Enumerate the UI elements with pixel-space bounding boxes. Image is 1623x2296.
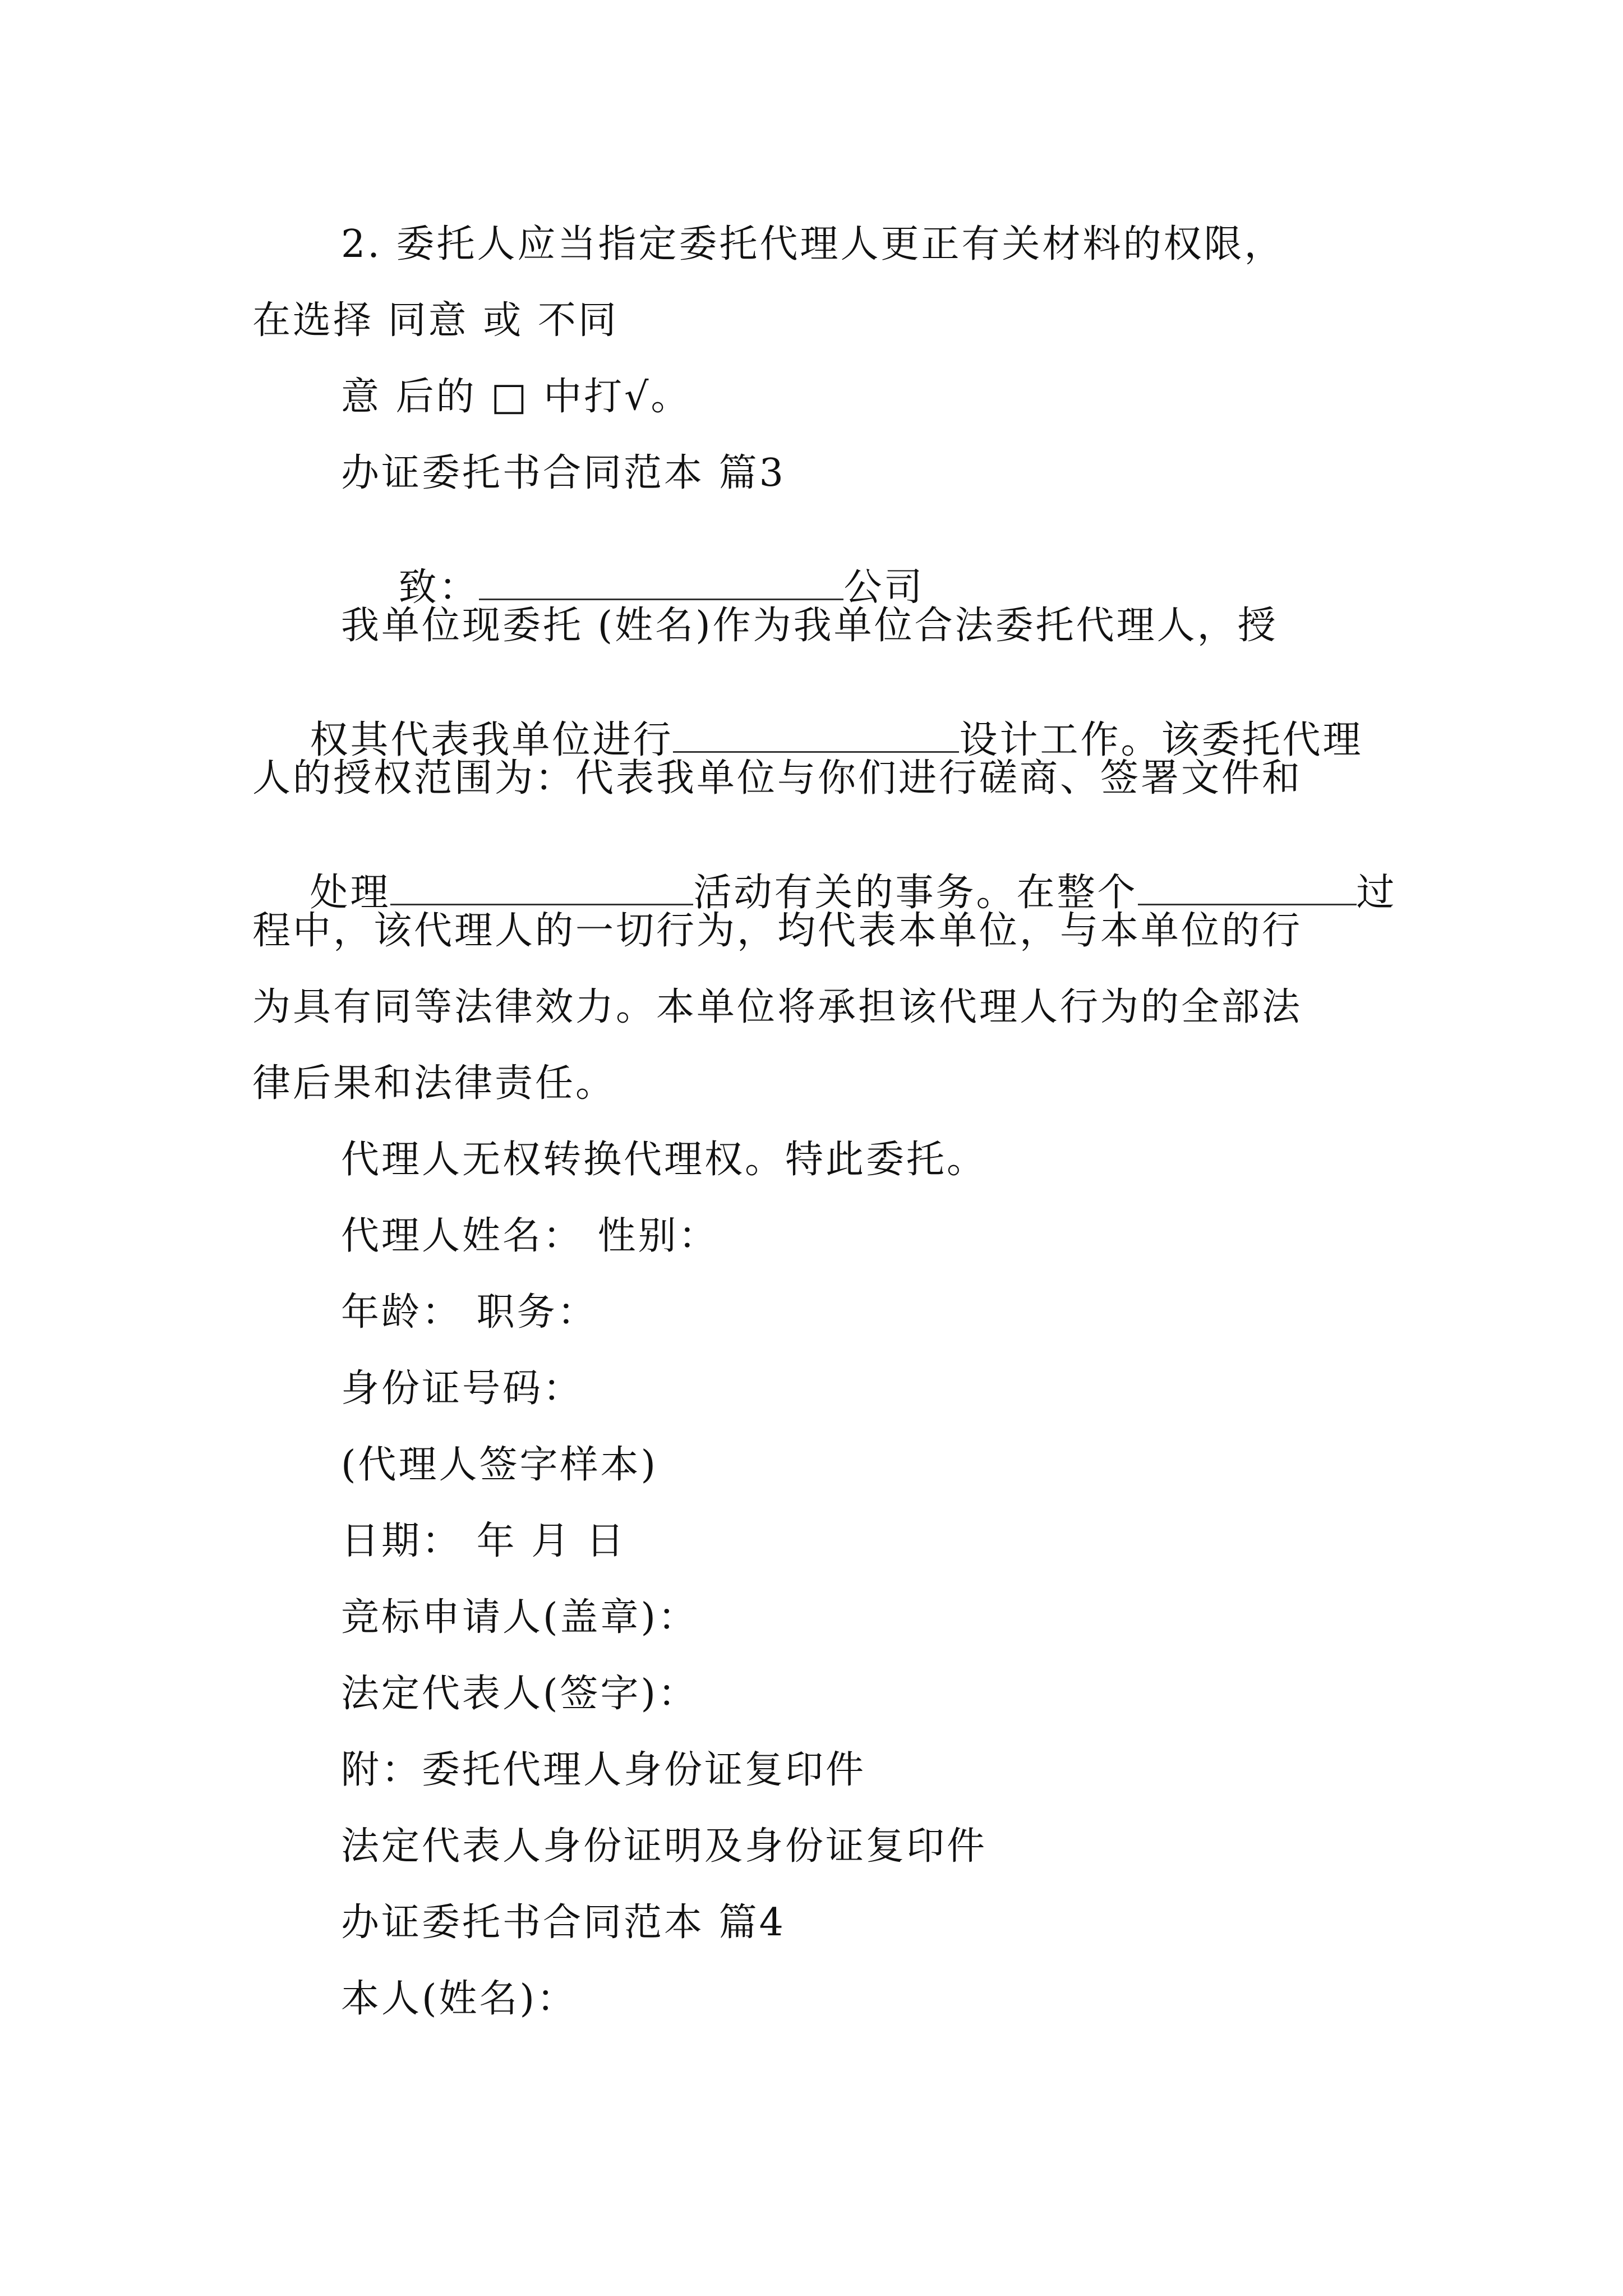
scope-suffix: 设计工作。该委托代理 (959, 718, 1363, 762)
company-blank (479, 594, 843, 600)
form-field-line: (代理人签字样本) (341, 1443, 658, 1487)
form-field-line: 竞标申请人(盖章)： (341, 1595, 699, 1640)
paragraph-line: 代理人无权转换代理权。特此委托。 (341, 1138, 988, 1182)
paragraph-line: 程中，该代理人的一切行为，均代表本单位，与本单位的行 (252, 909, 1303, 953)
paragraph-line: 2. 委托人应当指定委托代理人更正有关材料的权限， (341, 222, 1285, 266)
handle-middle: 活动有关的事务。在整个 (693, 871, 1138, 915)
activity-blank (390, 899, 693, 905)
scope-blank (673, 747, 959, 753)
form-field-line: 身份证号码： (341, 1366, 584, 1411)
form-field-line: 年龄： 职务： (341, 1290, 598, 1335)
paragraph-line: 我单位现委托 (姓名)作为我单位合法委托代理人，授 (341, 604, 1278, 648)
scope-prefix: 权其代表我单位进行 (310, 718, 674, 762)
paragraph-line: 律后果和法律责任。 (252, 1061, 616, 1106)
attachment-line: 附：委托代理人身份证复印件 (341, 1748, 866, 1792)
process-blank (1138, 899, 1357, 905)
paragraph-line: 意 后的 □ 中打√。 (341, 375, 691, 419)
section-heading: 办证委托书合同范本 篇4 (341, 1901, 786, 1945)
section-heading: 办证委托书合同范本 篇3 (341, 451, 786, 495)
form-field-line: 法定代表人(签字)： (341, 1672, 699, 1716)
attachment-line: 法定代表人身份证明及身份证复印件 (341, 1824, 988, 1869)
paragraph-line: 为具有同等法律效力。本单位将承担该代理人行为的全部法 (252, 985, 1303, 1029)
form-field-line: 本人(姓名)： (341, 1977, 578, 2021)
form-field-line: 日期： 年 月 日 (341, 1519, 626, 1563)
paragraph-line: 人的授权范围为：代表我单位与你们进行磋商、签署文件和 (252, 756, 1303, 800)
addressee-suffix: 公司 (843, 565, 925, 610)
addressee-label: 致： (398, 565, 479, 610)
handle-prefix: 处理 (310, 871, 391, 915)
form-field-line: 代理人姓名： 性别： (341, 1214, 719, 1258)
handle-suffix: 过 (1356, 871, 1397, 915)
paragraph-line: 在选择 同意 或 不同 (252, 298, 619, 343)
